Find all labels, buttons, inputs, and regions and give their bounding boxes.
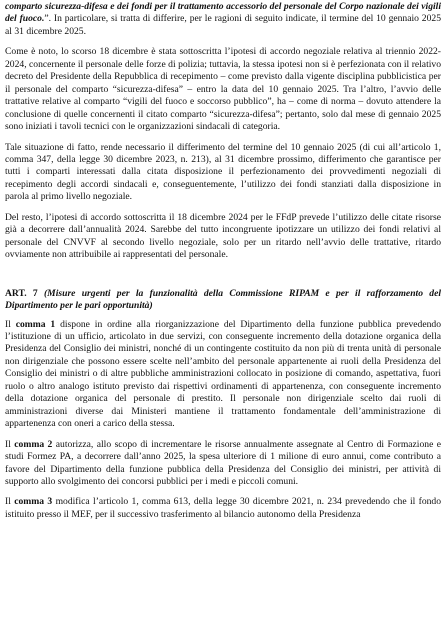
paragraph-comma-2: [5, 439, 441, 489]
section-spacer: [5, 270, 441, 282]
prefix-text: Il: [5, 496, 15, 508]
paragraph-comma-1: [5, 319, 441, 431]
comma-1-text: dispone in ordine alla riorganizzazione del Dipartimento della funzione pubblica prevedendo l’istituzione di un ufficio, articolato in due servizi, con conseguente incremento della dotazione organica della Presidenza del Consiglio dei ministri, nonché di un contingente costituito da non più di trenta unità di personale non dirigenziale che possono essere scelte nell’ambito del personale appartenente ai ruoli della Presidenza del Consiglio dei ministri o di altre pubbliche amministrazioni collocato in posizione di comando, aspettativa, fuori ruolo o altro analogo istituto previsto dai rispettivi ordinamenti di appartenenza, con conseguente incremento della dotazione organica del personale di prestito. Il personale non dirigenziale scelto dai ruoli di amministrazioni diverse dai Ministeri mantiene il trattamento fondamentale dell’amministrazione di appartenenza con oneri a carico della stessa.: [5, 318, 441, 430]
prefix-text: Il: [5, 318, 16, 330]
comma-2-text: autorizza, allo scopo di incrementare le risorse annualmente assegnate al Centro di Formazione e studi Formez PA, a decorrere dall’anno 2025, la spesa ulteriore di 1 milione di euro annui, come contributo a favore del Dipartimento della funzione pubblica della Presidenza del Consiglio dei ministri, per attività di supporto allo svolgimento dei concorsi pubblici per i medi e piccoli comuni.: [5, 438, 442, 487]
italic-quote: comparto sicurezza-difesa e dei fondi per il trattamento accessorio del personale del Corpo nazionale dei vigili del fuoco.: [5, 1, 441, 25]
paragraph-comma-3: [5, 496, 441, 521]
paragraph-intro-continuation: [5, 1, 441, 38]
comma-3-label: comma 3: [14, 496, 53, 508]
article-label: ART. 7: [5, 287, 38, 299]
article-title: (Misure urgenti per la funzionalità della Commissione RIPAM e per il rafforzamento del Dipartimento per le pari opportunità): [5, 287, 441, 312]
paragraph-text: ”. In particolare, si tratta di differire, per le ragioni di seguito indicate, il termine del 10 gennaio 2025 al 31 dicembre 2025.: [5, 13, 441, 37]
article-heading: [5, 288, 441, 313]
paragraph-deferral: Tale situazione di fatto, rende necessario il differimento del termine del 10 gennaio 2025 (di cui all’articolo 1, comma 347, della legge 30 dicembre 2023, n. 213), al 31 dicembre prossimo, differimento che garantisce per tutti i comparti interessati dalla citata disposizione il perfezionamento dei provvedimenti negoziali di recepimento degli accordi sindacali e, conseguentemente, l’utilizzo dei fondi stanziati dalla disposizione in parola al primo livello negoziale.: [5, 141, 441, 203]
paragraph-context: Come è noto, lo scorso 18 dicembre è stata sottoscritta l’ipotesi di accordo negoziale relativa al triennio 2022-2024, concernente il personale delle forze di polizia; tuttavia, la stessa ipotesi non si è perfezionata con il relativo decreto del Presidente della Repubblica di recepimento – come previsto dalla vigente disciplina pubblicistica per il personale del comparto “sicurezza-difesa” – entro la data del 10 gennaio 2025. Tra l’altro, l’avvio delle trattative relative al comparto “vigili del fuoco e soccorso pubblico”, ha – come di norma – dovuto attendere la conclusione di quelle concernenti il citato comparto “sicurezza-difesa”; pertanto, solo dal mese di gennaio 2025 sono iniziati i tavoli tecnici con le organizzazioni sindacali di categoria.: [5, 46, 441, 133]
comma-3-text: modifica l’articolo 1, comma 613, della legge 30 dicembre 2021, n. 234 prevedendo che il fondo istituito presso il MEF, per il successivo trasferimento al bilancio autonomo della Presidenza: [5, 496, 442, 520]
prefix-text: Il: [5, 438, 15, 450]
comma-1-label: comma 1: [15, 318, 56, 330]
comma-2-label: comma 2: [14, 438, 53, 450]
paragraph-agreement: Del resto, l’ipotesi di accordo sottoscritta il 18 dicembre 2024 per le FFdP prevede l’utilizzo delle citate risorse già a decorrere dall’annualità 2024. Sarebbe del tutto incongruente ipotizzare un utilizzo dei fondi relativi al personale del CNVVF al secondo livello negoziale, solo per un ritardo nell’avvio delle trattative, ritardo ovviamente non attribuibile ai rappresentati del personale.: [5, 211, 441, 261]
